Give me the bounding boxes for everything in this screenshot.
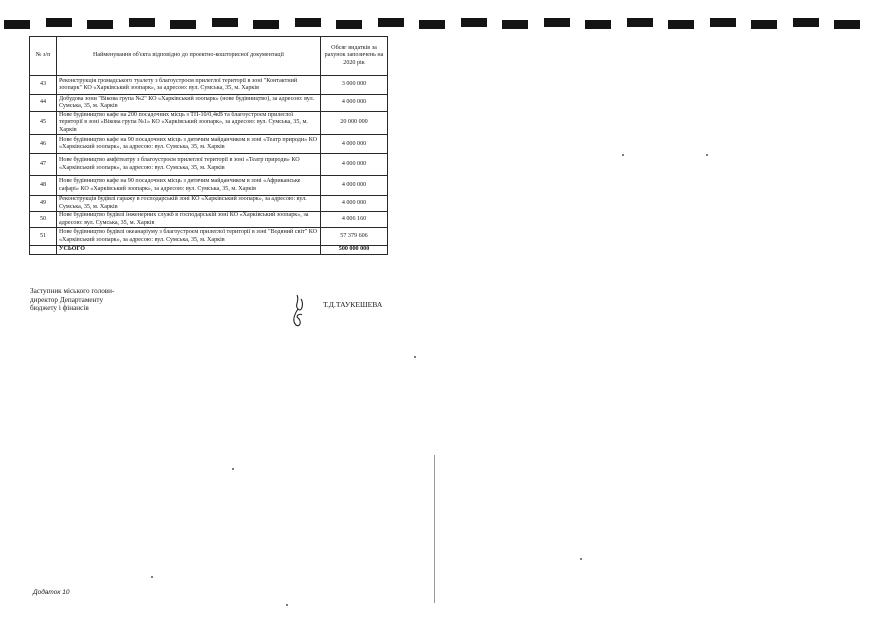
table-row	[30, 135, 388, 154]
scan-dash	[253, 20, 279, 29]
table-row	[30, 76, 388, 95]
signatory-title	[30, 287, 114, 313]
header-amount: Обсяг видатків за рахунок запозичень на 2020 рік	[321, 37, 388, 76]
cell-name: Нове будівництво будівлі інженерних служб в господарській зоні КО «Харківський зоопарк», за адресою: вул. Сумська, 35, м. Харків	[57, 212, 321, 228]
scan-speck	[151, 576, 153, 578]
table-row	[30, 212, 388, 228]
cell-no: 44	[30, 95, 57, 112]
scan-dash	[627, 18, 653, 27]
scan-dash	[295, 18, 321, 27]
cell-amount: 57 379 606	[321, 228, 388, 246]
header-no: № з/п	[30, 37, 57, 76]
total-label: УСЬОГО	[57, 246, 321, 255]
scan-dash	[46, 18, 72, 27]
scan-speck	[286, 604, 288, 606]
cell-name: Реконструкція громадського туалету з благоустроєм прилеглої території в зоні "Контактний зоопарк" КО «Харківський зоопарк», за адресою: вул. Сумська, 35, м. Харків	[57, 76, 321, 95]
scan-dash	[751, 20, 777, 29]
signatory-title-line: Заступник міського голови-	[30, 287, 115, 295]
cell-amount: 4 006 160	[321, 212, 388, 228]
table-row	[30, 196, 388, 212]
scan-dash	[212, 18, 238, 27]
scan-speck	[580, 558, 582, 560]
scan-dash	[544, 18, 570, 27]
scan-dash	[170, 20, 196, 29]
cell-no: 46	[30, 135, 57, 154]
scan-dash	[129, 18, 155, 27]
cell-amount: 4 000 000	[321, 154, 388, 176]
scan-dash	[502, 20, 528, 29]
cell-amount: 4 000 000	[321, 95, 388, 112]
cell-no: 48	[30, 176, 57, 196]
scan-header-marks	[0, 13, 874, 29]
cell-amount: 4 000 000	[321, 176, 388, 196]
appendix-label: Додаток 10	[33, 589, 70, 596]
table-row	[30, 112, 388, 135]
cell-name: Нове будівництво кафе на 90 посадочних місць з дитячим майданчиком в зоні «Африканське сафарі» КО «Харківський зоопарк», за адресою: вул. Сумська, 35, м. Харків	[57, 176, 321, 196]
header-name: Найменування об'єкта відповідно до проектно-кошторисної документації	[57, 37, 321, 76]
handwritten-signature	[288, 293, 312, 329]
cell-name: Нове будівництво амфітеатру з благоустроєм прилеглої території в зоні «Театр природи» КО «Харківський зоопарк», за адресою: вул. Сумська, 35, м. Харків	[57, 154, 321, 176]
scan-dash	[585, 20, 611, 29]
table-header-row	[30, 37, 388, 76]
cell-name: Добудова зони "Вікова група №2" КО «Харківський зоопарк» (нове будівництво), за адресою: вул. Сумська, 35, м. Харків	[57, 95, 321, 112]
total-amount: 500 000 000	[321, 246, 388, 255]
signatory-title-line: бюджету і фінансів	[30, 304, 89, 313]
total-row	[30, 246, 388, 255]
scan-speck	[414, 356, 416, 358]
scan-dash	[4, 20, 30, 29]
cell-name: Нове будівництво будівлі океанаріуму з благоустроєм прилеглої території в зоні "Водяний світ" КО «Харківський зоопарк», за адресою: вул. Сумська, 35, м. Харків	[57, 228, 321, 246]
scan-speck	[706, 154, 708, 156]
signatory-name: Т.Д.ТАУКЕШЕВА	[323, 300, 383, 309]
cell-amount: 3 000 000	[321, 76, 388, 95]
cell-name: Нове будівництво кафе на 90 посадочних місць з дитячим майданчиком в зоні «Театр природи» КО «Харківський зоопарк», за адресою: вул. Сумська, 35, м. Харків	[57, 135, 321, 154]
scan-dash	[668, 20, 694, 29]
table-row	[30, 95, 388, 112]
cell-no: 51	[30, 228, 57, 246]
cell-no: 43	[30, 76, 57, 95]
funding-table	[29, 36, 388, 255]
scan-dash	[419, 20, 445, 29]
scan-speck	[232, 468, 234, 470]
cell-amount: 20 000 000	[321, 112, 388, 135]
cell-no: 49	[30, 196, 57, 212]
scan-dash	[461, 18, 487, 27]
scan-dash	[87, 20, 113, 29]
cell-no: 47	[30, 154, 57, 176]
scan-dash	[378, 18, 404, 27]
scan-speck	[622, 154, 624, 156]
table-row	[30, 154, 388, 176]
total-empty-cell	[30, 246, 57, 255]
cell-name: Реконструкція будівлі гаражу в господарській зоні КО «Харківський зоопарк», за адресою: вул. Сумська, 35, м. Харків	[57, 196, 321, 212]
cell-no: 50	[30, 212, 57, 228]
scan-dash	[336, 20, 362, 29]
scan-dash	[834, 20, 860, 29]
scan-dash	[793, 18, 819, 27]
cell-amount: 4 000 000	[321, 196, 388, 212]
cell-name: Нове будівництво кафе на 200 посадочних місць з ТП-10/0,4кВ та благоустроєм прилеглої території в зоні «Вікова група №1» КО «Харківський зоопарк», за адресою: вул. Сумська, 35, м. Харків	[57, 112, 321, 135]
scan-dash	[710, 18, 736, 27]
signatory-title-line: директор Департаменту	[30, 295, 104, 304]
table-row	[30, 228, 388, 246]
fold-line	[434, 455, 435, 603]
cell-amount: 4 000 000	[321, 135, 388, 154]
table-row	[30, 176, 388, 196]
cell-no: 45	[30, 112, 57, 135]
